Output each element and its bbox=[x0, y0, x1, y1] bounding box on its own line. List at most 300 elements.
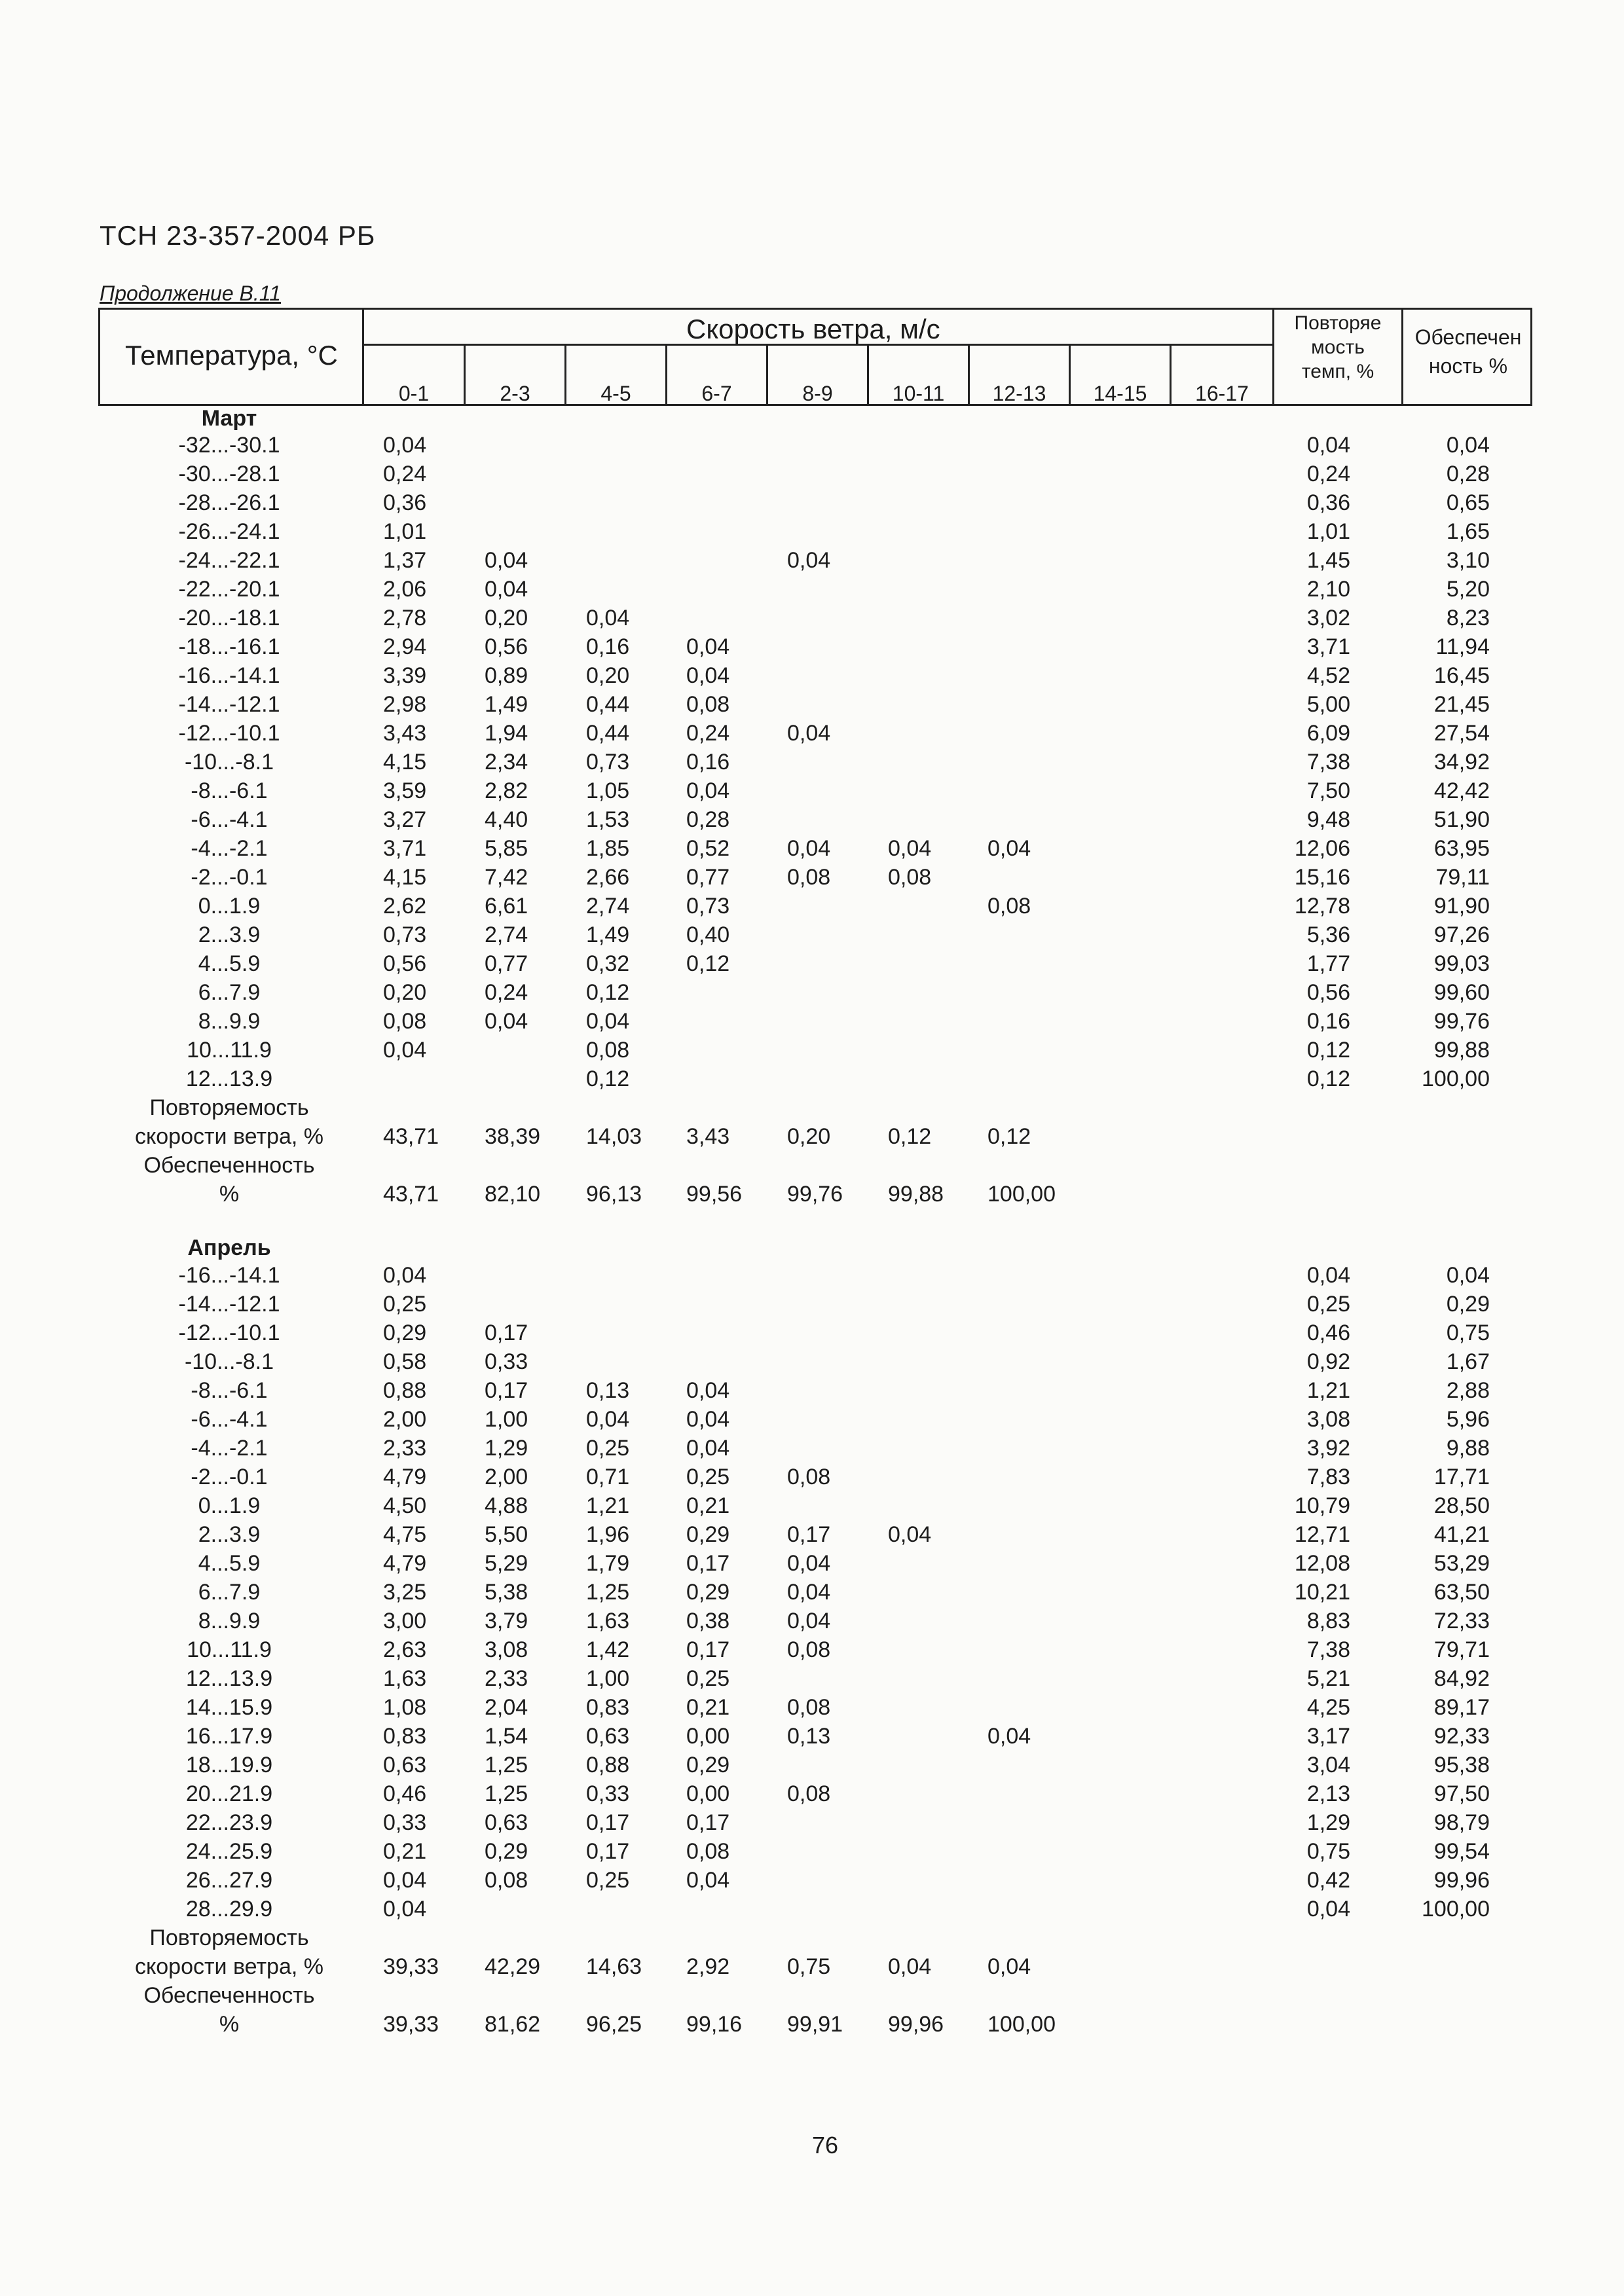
speed-value-cell: 4,88 bbox=[485, 1493, 528, 1518]
speed-value-cell: 2,74 bbox=[586, 894, 630, 919]
speed-value-cell: 0,29 bbox=[686, 1580, 730, 1605]
speed-supply-value: 82,10 bbox=[485, 1182, 541, 1207]
table-row bbox=[0, 1609, 1624, 1637]
speed-value-cell: 0,04 bbox=[787, 721, 831, 746]
speed-value-cell: 4,40 bbox=[485, 807, 528, 832]
speed-value-cell: 0,17 bbox=[686, 1551, 730, 1576]
table-row bbox=[0, 894, 1624, 922]
supply-cell: 63,95 bbox=[1433, 836, 1490, 861]
supply-cell: 8,23 bbox=[1446, 606, 1490, 630]
speed-value-cell: 0,16 bbox=[686, 750, 730, 774]
speed-range-header: 6-7 bbox=[701, 382, 732, 405]
speed-value-cell: 0,04 bbox=[485, 548, 528, 573]
table-row bbox=[0, 1493, 1624, 1522]
speed-value-cell: 0,17 bbox=[686, 1810, 730, 1835]
temperature-range: -10...-8.1 bbox=[184, 1349, 274, 1374]
speed-repeatability-row bbox=[0, 1954, 1624, 1983]
temp-repeatability-cell: 12,08 bbox=[1294, 1551, 1350, 1576]
speed-range-header: 8-9 bbox=[802, 382, 833, 405]
temp-repeatability-cell: 0,12 bbox=[1306, 1038, 1350, 1063]
table-row bbox=[0, 1637, 1624, 1666]
temperature-range: -12...-10.1 bbox=[178, 721, 280, 746]
speed-supply-value: 100,00 bbox=[987, 2012, 1056, 2037]
summary-label: скорости ветра, % bbox=[135, 1954, 323, 1979]
speed-value-cell: 0,04 bbox=[383, 1868, 427, 1893]
speed-value-cell: 0,08 bbox=[686, 1839, 730, 1864]
speed-value-cell: 0,25 bbox=[686, 1465, 730, 1489]
speed-value-cell: 0,04 bbox=[586, 606, 630, 630]
summary-label: Обеспеченность bbox=[143, 1153, 315, 1178]
temp-repeatability-cell: 3,92 bbox=[1306, 1436, 1350, 1461]
speed-value-cell: 3,39 bbox=[383, 663, 427, 688]
temperature-range: -20...-18.1 bbox=[178, 606, 280, 630]
temperature-range: -8...-6.1 bbox=[191, 778, 268, 803]
speed-value-cell: 1,25 bbox=[485, 1753, 528, 1777]
table-row bbox=[0, 1292, 1624, 1321]
supply-cell: 89,17 bbox=[1433, 1695, 1490, 1720]
temp-repeatability-cell: 15,16 bbox=[1294, 865, 1350, 890]
table-row bbox=[0, 663, 1624, 692]
supply-cell: 34,92 bbox=[1433, 750, 1490, 774]
speed-value-cell: 0,24 bbox=[686, 721, 730, 746]
speed-value-cell: 3,25 bbox=[383, 1580, 427, 1605]
table-row bbox=[0, 490, 1624, 519]
supply-cell: 41,21 bbox=[1433, 1522, 1490, 1547]
temperature-range: 6...7.9 bbox=[198, 980, 261, 1005]
temp-repeatability-cell: 10,21 bbox=[1294, 1580, 1350, 1605]
supply-cell: 79,11 bbox=[1435, 865, 1490, 890]
temperature-range: 12...13.9 bbox=[185, 1066, 273, 1091]
speed-supply-row bbox=[0, 2012, 1624, 2041]
header-line: Обеспечен bbox=[1414, 325, 1522, 349]
speed-value-cell: 0,44 bbox=[586, 692, 630, 717]
speed-repeatability-value: 0,75 bbox=[787, 1954, 831, 1979]
supply-cell: 100,00 bbox=[1422, 1897, 1490, 1922]
table-row bbox=[0, 519, 1624, 548]
speed-value-cell: 0,17 bbox=[686, 1637, 730, 1662]
speed-value-cell: 3,27 bbox=[383, 807, 427, 832]
temp-repeatability-cell: 9,48 bbox=[1306, 807, 1350, 832]
speed-value-cell: 5,85 bbox=[485, 836, 528, 861]
speed-value-cell: 1,05 bbox=[586, 778, 630, 803]
table-row bbox=[0, 548, 1624, 577]
speed-value-cell: 0,08 bbox=[987, 894, 1031, 919]
speed-value-cell: 0,13 bbox=[787, 1724, 831, 1749]
speed-repeatability-value: 0,12 bbox=[987, 1124, 1031, 1149]
speed-value-cell: 7,42 bbox=[485, 865, 528, 890]
speed-repeatability-row bbox=[0, 1124, 1624, 1153]
speed-value-cell: 0,17 bbox=[586, 1839, 630, 1864]
wind-speed-header: Скорость ветра, м/с bbox=[686, 314, 940, 344]
table-row bbox=[0, 577, 1624, 606]
table-row bbox=[0, 1321, 1624, 1349]
speed-value-cell: 0,20 bbox=[383, 980, 427, 1005]
supply-cell: 16,45 bbox=[1433, 663, 1490, 688]
speed-value-cell: 0,24 bbox=[485, 980, 528, 1005]
table-row bbox=[0, 606, 1624, 634]
speed-value-cell: 1,54 bbox=[485, 1724, 528, 1749]
table-row bbox=[0, 462, 1624, 490]
table-row bbox=[0, 433, 1624, 462]
temperature-range: -28...-26.1 bbox=[178, 490, 280, 515]
speed-value-cell: 0,25 bbox=[586, 1436, 630, 1461]
speed-value-cell: 0,25 bbox=[586, 1868, 630, 1893]
temp-repeatability-cell: 12,06 bbox=[1294, 836, 1350, 861]
speed-value-cell: 0,04 bbox=[383, 1263, 427, 1288]
speed-value-cell: 0,04 bbox=[686, 1378, 730, 1403]
temperature-range: 12...13.9 bbox=[185, 1666, 273, 1691]
speed-value-cell: 0,04 bbox=[787, 548, 831, 573]
temperature-range: -4...-2.1 bbox=[191, 836, 268, 861]
temp-repeatability-cell: 12,71 bbox=[1294, 1522, 1350, 1547]
table-row bbox=[0, 750, 1624, 778]
temp-repeatability-cell: 7,50 bbox=[1306, 778, 1350, 803]
speed-range-header: 2-3 bbox=[500, 382, 530, 405]
supply-cell: 72,33 bbox=[1433, 1609, 1490, 1633]
temperature-range: 18...19.9 bbox=[185, 1753, 273, 1777]
speed-value-cell: 2,94 bbox=[383, 634, 427, 659]
supply-cell: 0,04 bbox=[1446, 1263, 1490, 1288]
summary-label: Повторяемость bbox=[149, 1925, 309, 1950]
temperature-range: -18...-16.1 bbox=[178, 634, 280, 659]
speed-value-cell: 4,79 bbox=[383, 1465, 427, 1489]
temperature-range: -24...-22.1 bbox=[178, 548, 280, 573]
table-row bbox=[0, 1349, 1624, 1378]
temp-repeatability-cell: 12,78 bbox=[1294, 894, 1350, 919]
speed-value-cell: 0,13 bbox=[586, 1378, 630, 1403]
table-row bbox=[0, 692, 1624, 721]
temperature-range: -6...-4.1 bbox=[191, 807, 268, 832]
speed-value-cell: 2,63 bbox=[383, 1637, 427, 1662]
speed-range-header: 12-13 bbox=[992, 382, 1046, 405]
speed-repeatability-value: 2,92 bbox=[686, 1954, 730, 1979]
speed-repeatability-value: 14,03 bbox=[586, 1124, 642, 1149]
temperature-range: 10...11.9 bbox=[187, 1038, 272, 1063]
speed-value-cell: 0,17 bbox=[485, 1321, 528, 1345]
speed-value-cell: 4,50 bbox=[383, 1493, 427, 1518]
speed-value-cell: 2,34 bbox=[485, 750, 528, 774]
speed-value-cell: 0,63 bbox=[586, 1724, 630, 1749]
speed-value-cell: 0,33 bbox=[586, 1781, 630, 1806]
speed-value-cell: 6,61 bbox=[485, 894, 528, 919]
temp-repeatability-cell: 0,36 bbox=[1306, 490, 1350, 515]
speed-value-cell: 0,04 bbox=[586, 1407, 630, 1432]
table-continuation-caption: Продолжение В.11 bbox=[100, 282, 281, 305]
supply-cell: 97,50 bbox=[1433, 1781, 1490, 1806]
temp-repeatability-cell: 5,21 bbox=[1306, 1666, 1350, 1691]
speed-value-cell: 0,04 bbox=[586, 1009, 630, 1034]
speed-value-cell: 1,01 bbox=[383, 519, 427, 544]
speed-value-cell: 2,04 bbox=[485, 1695, 528, 1720]
speed-value-cell: 0,20 bbox=[485, 606, 528, 630]
speed-value-cell: 0,73 bbox=[586, 750, 630, 774]
speed-range-header: 16-17 bbox=[1195, 382, 1249, 405]
temp-repeatability-cell: 1,01 bbox=[1306, 519, 1350, 544]
summary-label: Обеспеченность bbox=[143, 1983, 315, 2008]
temp-repeatability-cell: 4,52 bbox=[1306, 663, 1350, 688]
speed-value-cell: 0,08 bbox=[485, 1868, 528, 1893]
temp-repeatability-cell: 0,04 bbox=[1306, 1263, 1350, 1288]
speed-repeatability-value: 0,20 bbox=[787, 1124, 831, 1149]
document-code: ТСН 23-357-2004 РБ bbox=[100, 220, 376, 251]
summary-label: скорости ветра, % bbox=[135, 1124, 323, 1149]
supply-cell: 1,67 bbox=[1446, 1349, 1490, 1374]
speed-value-cell: 0,73 bbox=[383, 922, 427, 947]
temp-repeatability-cell: 7,38 bbox=[1306, 750, 1350, 774]
temp-repeatability-cell: 0,75 bbox=[1306, 1839, 1350, 1864]
supply-cell: 91,90 bbox=[1433, 894, 1490, 919]
temp-repeatability-cell: 3,02 bbox=[1306, 606, 1350, 630]
speed-value-cell: 2,33 bbox=[383, 1436, 427, 1461]
speed-value-cell: 1,00 bbox=[586, 1666, 630, 1691]
table-row bbox=[0, 865, 1624, 894]
speed-value-cell: 0,38 bbox=[686, 1609, 730, 1633]
speed-value-cell: 0,16 bbox=[586, 634, 630, 659]
speed-repeatability-value: 0,04 bbox=[888, 1954, 932, 1979]
speed-value-cell: 0,83 bbox=[383, 1724, 427, 1749]
supply-cell: 99,03 bbox=[1433, 951, 1490, 976]
temperature-range: 2...3.9 bbox=[198, 1522, 261, 1547]
speed-value-cell: 1,94 bbox=[485, 721, 528, 746]
temp-repeatability-cell: 0,12 bbox=[1306, 1066, 1350, 1091]
supply-cell: 99,96 bbox=[1433, 1868, 1490, 1893]
speed-supply-value: 43,71 bbox=[383, 1182, 439, 1207]
table-row bbox=[0, 1009, 1624, 1038]
speed-value-cell: 0,17 bbox=[485, 1378, 528, 1403]
speed-supply-value: 99,16 bbox=[686, 2012, 743, 2037]
speed-value-cell: 0,63 bbox=[485, 1810, 528, 1835]
speed-repeatability-value: 0,12 bbox=[888, 1124, 932, 1149]
speed-value-cell: 3,59 bbox=[383, 778, 427, 803]
temp-repeatability-cell: 3,08 bbox=[1306, 1407, 1350, 1432]
supply-cell: 5,96 bbox=[1446, 1407, 1490, 1432]
temperature-header: Температура, °С bbox=[125, 340, 338, 371]
temp-repeatability-cell: 5,36 bbox=[1306, 922, 1350, 947]
supply-cell: 99,54 bbox=[1433, 1839, 1490, 1864]
temperature-range: -22...-20.1 bbox=[178, 577, 280, 602]
speed-value-cell: 0,36 bbox=[383, 490, 427, 515]
temperature-range: 26...27.9 bbox=[185, 1868, 273, 1893]
speed-supply-value: 96,13 bbox=[586, 1182, 642, 1207]
temp-repeatability-cell: 7,83 bbox=[1306, 1465, 1350, 1489]
summary-label: % bbox=[219, 1182, 240, 1207]
speed-value-cell: 1,08 bbox=[383, 1695, 427, 1720]
speed-value-cell: 0,29 bbox=[686, 1753, 730, 1777]
speed-value-cell: 0,21 bbox=[383, 1839, 427, 1864]
temperature-range: 10...11.9 bbox=[187, 1637, 272, 1662]
speed-value-cell: 0,12 bbox=[686, 951, 730, 976]
supply-cell: 2,88 bbox=[1446, 1378, 1490, 1403]
speed-value-cell: 2,06 bbox=[383, 577, 427, 602]
speed-value-cell: 0,04 bbox=[888, 836, 932, 861]
speed-repeatability-value: 38,39 bbox=[485, 1124, 541, 1149]
supply-cell: 100,00 bbox=[1422, 1066, 1490, 1091]
speed-value-cell: 0,08 bbox=[787, 1465, 831, 1489]
speed-value-cell: 0,77 bbox=[686, 865, 730, 890]
supply-cell: 28,50 bbox=[1433, 1493, 1490, 1518]
speed-value-cell: 1,79 bbox=[586, 1551, 630, 1576]
speed-value-cell: 0,29 bbox=[686, 1522, 730, 1547]
speed-value-cell: 2,66 bbox=[586, 865, 630, 890]
speed-supply-value: 99,88 bbox=[888, 1182, 944, 1207]
speed-value-cell: 2,00 bbox=[383, 1407, 427, 1432]
speed-value-cell: 3,71 bbox=[383, 836, 427, 861]
supply-cell: 99,76 bbox=[1433, 1009, 1490, 1034]
table-row bbox=[0, 1781, 1624, 1810]
page-number: 76 bbox=[812, 2132, 839, 2159]
temp-repeatability-cell: 5,00 bbox=[1306, 692, 1350, 717]
temp-repeatability-cell: 3,04 bbox=[1306, 1753, 1350, 1777]
speed-value-cell: 0,08 bbox=[383, 1009, 427, 1034]
temp-repeatability-cell: 3,17 bbox=[1306, 1724, 1350, 1749]
temperature-range: 22...23.9 bbox=[185, 1810, 273, 1835]
speed-value-cell: 1,42 bbox=[586, 1637, 630, 1662]
table-row bbox=[0, 1724, 1624, 1753]
speed-value-cell: 0,58 bbox=[383, 1349, 427, 1374]
speed-value-cell: 0,04 bbox=[383, 433, 427, 458]
supply-cell: 1,65 bbox=[1446, 519, 1490, 544]
speed-value-cell: 0,77 bbox=[485, 951, 528, 976]
speed-supply-value: 99,76 bbox=[787, 1182, 843, 1207]
speed-value-cell: 0,04 bbox=[686, 663, 730, 688]
speed-value-cell: 0,08 bbox=[586, 1038, 630, 1063]
table-row bbox=[0, 1810, 1624, 1839]
speed-value-cell: 2,98 bbox=[383, 692, 427, 717]
speed-value-cell: 2,33 bbox=[485, 1666, 528, 1691]
supply-cell: 0,65 bbox=[1446, 490, 1490, 515]
table-row bbox=[0, 1436, 1624, 1465]
speed-supply-value: 96,25 bbox=[586, 2012, 642, 2037]
speed-value-cell: 2,62 bbox=[383, 894, 427, 919]
temp-repeatability-cell: 1,45 bbox=[1306, 548, 1350, 573]
temperature-range: 0...1.9 bbox=[198, 1493, 261, 1518]
speed-value-cell: 0,08 bbox=[787, 865, 831, 890]
temperature-range: -32...-30.1 bbox=[178, 433, 280, 458]
speed-supply-value: 99,56 bbox=[686, 1182, 743, 1207]
supply-cell: 0,75 bbox=[1446, 1321, 1490, 1345]
speed-value-cell: 0,21 bbox=[686, 1695, 730, 1720]
temperature-range: 8...9.9 bbox=[198, 1609, 261, 1633]
section-title-april: Апрель bbox=[187, 1235, 271, 1260]
temp-repeatability-cell: 0,04 bbox=[1306, 433, 1350, 458]
speed-supply-value: 99,91 bbox=[787, 2012, 843, 2037]
speed-value-cell: 0,56 bbox=[485, 634, 528, 659]
supply-header bbox=[1403, 323, 1533, 380]
temperature-range: -14...-12.1 bbox=[178, 692, 280, 717]
table-row bbox=[0, 1465, 1624, 1493]
speed-value-cell: 0,04 bbox=[485, 577, 528, 602]
speed-supply-value: 39,33 bbox=[383, 2012, 439, 2037]
speed-value-cell: 0,04 bbox=[987, 836, 1031, 861]
speed-value-cell: 3,00 bbox=[383, 1609, 427, 1633]
speed-value-cell: 0,56 bbox=[383, 951, 427, 976]
table-row bbox=[0, 721, 1624, 750]
supply-cell: 99,60 bbox=[1433, 980, 1490, 1005]
supply-cell: 79,71 bbox=[1433, 1637, 1490, 1662]
temperature-range: 6...7.9 bbox=[198, 1580, 261, 1605]
speed-value-cell: 0,04 bbox=[686, 1407, 730, 1432]
speed-supply-value: 100,00 bbox=[987, 1182, 1056, 1207]
speed-value-cell: 0,29 bbox=[383, 1321, 427, 1345]
speed-value-cell: 0,00 bbox=[686, 1724, 730, 1749]
speed-value-cell: 0,21 bbox=[686, 1493, 730, 1518]
temp-repeatability-cell: 2,10 bbox=[1306, 577, 1350, 602]
supply-cell: 95,38 bbox=[1433, 1753, 1490, 1777]
table-row bbox=[0, 634, 1624, 663]
supply-cell: 92,33 bbox=[1433, 1724, 1490, 1749]
supply-cell: 27,54 bbox=[1433, 721, 1490, 746]
speed-value-cell: 0,04 bbox=[987, 1724, 1031, 1749]
temp-repeatability-cell: 1,29 bbox=[1306, 1810, 1350, 1835]
table-row bbox=[0, 836, 1624, 865]
speed-value-cell: 0,08 bbox=[686, 692, 730, 717]
speed-value-cell: 0,83 bbox=[586, 1695, 630, 1720]
speed-value-cell: 0,20 bbox=[586, 663, 630, 688]
speed-value-cell: 0,25 bbox=[686, 1666, 730, 1691]
supply-cell: 98,79 bbox=[1433, 1810, 1490, 1835]
temp-repeatability-cell: 0,16 bbox=[1306, 1009, 1350, 1034]
speed-repeatability-value: 39,33 bbox=[383, 1954, 439, 1979]
speed-value-cell: 1,53 bbox=[586, 807, 630, 832]
speed-repeatability-value: 42,29 bbox=[485, 1954, 541, 1979]
temp-repeatability-cell: 7,38 bbox=[1306, 1637, 1350, 1662]
speed-repeatability-value: 3,43 bbox=[686, 1124, 730, 1149]
table-row bbox=[0, 1407, 1624, 1436]
table-row bbox=[0, 1695, 1624, 1724]
speed-value-cell: 4,79 bbox=[383, 1551, 427, 1576]
speed-supply-value: 81,62 bbox=[485, 2012, 541, 2037]
temperature-range: -2...-0.1 bbox=[191, 865, 268, 890]
table-row bbox=[0, 1839, 1624, 1868]
speed-value-cell: 0,17 bbox=[586, 1810, 630, 1835]
speed-value-cell: 4,15 bbox=[383, 750, 427, 774]
supply-cell: 0,29 bbox=[1446, 1292, 1490, 1317]
speed-repeatability-value: 43,71 bbox=[383, 1124, 439, 1149]
table-row bbox=[0, 1263, 1624, 1292]
speed-value-cell: 1,29 bbox=[485, 1436, 528, 1461]
speed-range-header: 10-11 bbox=[892, 382, 945, 405]
speed-value-cell: 0,08 bbox=[787, 1781, 831, 1806]
speed-value-cell: 5,50 bbox=[485, 1522, 528, 1547]
speed-value-cell: 4,15 bbox=[383, 865, 427, 890]
temp-repeatability-cell: 0,42 bbox=[1306, 1868, 1350, 1893]
supply-cell: 53,29 bbox=[1433, 1551, 1490, 1576]
supply-cell: 9,88 bbox=[1446, 1436, 1490, 1461]
speed-value-cell: 0,33 bbox=[383, 1810, 427, 1835]
temperature-range: 0...1.9 bbox=[198, 894, 261, 919]
temperature-range: -16...-14.1 bbox=[178, 663, 280, 688]
speed-value-cell: 0,44 bbox=[586, 721, 630, 746]
speed-value-cell: 1,85 bbox=[586, 836, 630, 861]
speed-repeatability-value: 14,63 bbox=[586, 1954, 642, 1979]
speed-range-header: 14-15 bbox=[1093, 382, 1147, 405]
supply-cell: 63,50 bbox=[1433, 1580, 1490, 1605]
speed-value-cell: 1,49 bbox=[586, 922, 630, 947]
temperature-range: -2...-0.1 bbox=[191, 1465, 268, 1489]
speed-value-cell: 5,38 bbox=[485, 1580, 528, 1605]
temperature-range: 24...25.9 bbox=[185, 1839, 273, 1864]
speed-value-cell: 2,74 bbox=[485, 922, 528, 947]
table-row bbox=[0, 807, 1624, 836]
temp-repeatability-cell: 0,25 bbox=[1306, 1292, 1350, 1317]
supply-cell: 3,10 bbox=[1446, 548, 1490, 573]
temperature-range: -16...-14.1 bbox=[178, 1263, 280, 1288]
temp-repeatability-cell: 3,71 bbox=[1306, 634, 1350, 659]
temp-repeatability-header bbox=[1274, 311, 1401, 384]
speed-range-header: 0-1 bbox=[398, 382, 430, 405]
supply-cell: 42,42 bbox=[1433, 778, 1490, 803]
temperature-range: 4...5.9 bbox=[198, 951, 261, 976]
